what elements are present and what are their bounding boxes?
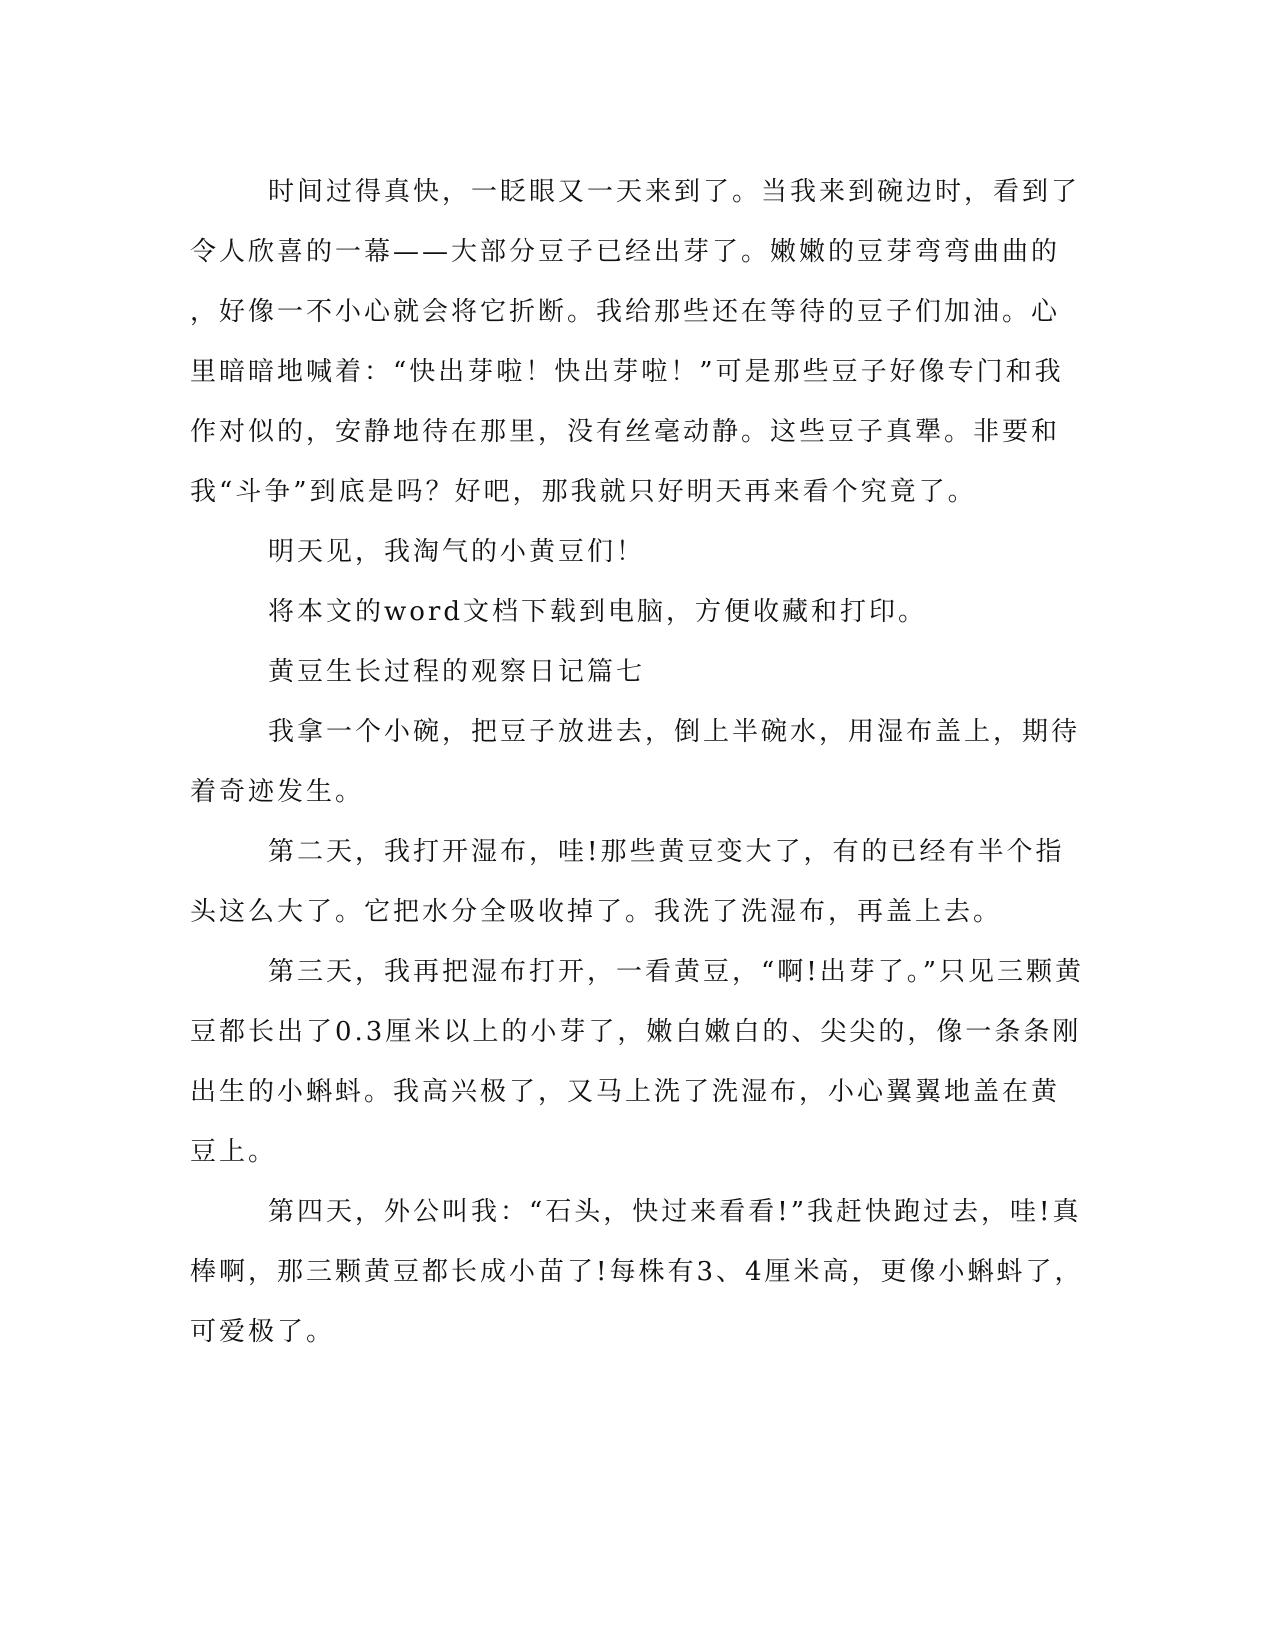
text-line: 头这么大了。它把水分全吸收掉了。我洗了洗湿布，再盖上去。 <box>190 897 1003 927</box>
text-line: 豆上。 <box>190 1137 278 1167</box>
paragraph-day-four <box>190 1182 1090 1362</box>
paragraph-sprouting-day <box>190 162 1090 522</box>
text-line: 第四天，外公叫我：“石头，快过来看看!”我赶快跑过去，哇!真 <box>268 1197 1082 1227</box>
text-line: 明天见，我淘气的小黄豆们！ <box>268 537 646 567</box>
paragraph-setup <box>190 702 1090 822</box>
text-line: 里暗暗地喊着：“快出芽啦！快出芽啦！”可是那些豆子好像专门和我 <box>190 357 1064 387</box>
text-line: 黄豆生长过程的观察日记篇七 <box>268 657 646 687</box>
section-heading <box>190 642 1090 702</box>
text-line: 棒啊，那三颗黄豆都长成小苗了!每株有3、4厘米高，更像小蝌蚪了， <box>190 1257 1084 1287</box>
text-line: 第二天，我打开湿布，哇!那些黄豆变大了，有的已经有半个指 <box>268 837 1065 867</box>
paragraph-day-three <box>190 942 1090 1182</box>
text-line: 豆都长出了0.3厘米以上的小芽了，嫩白嫩白的、尖尖的，像一条条刚 <box>190 1017 1082 1047</box>
text-line: 将本文的word文档下载到电脑，方便收藏和打印。 <box>268 597 927 627</box>
text-line: 作对似的，安静地待在那里，没有丝毫动静。这些豆子真犟。非要和 <box>190 417 1061 447</box>
paragraph-see-you-tomorrow <box>190 522 1090 582</box>
text-line: ，好像一不小心就会将它折断。我给那些还在等待的豆子们加油。心 <box>190 297 1061 327</box>
text-line: 可爱极了。 <box>190 1317 336 1347</box>
text-line: 着奇迹发生。 <box>190 777 365 807</box>
paragraph-download-note <box>190 582 1090 642</box>
text-line: 令人欣喜的一幕——大部分豆子已经出芽了。嫩嫩的豆芽弯弯曲曲的 <box>190 237 1061 267</box>
text-line: 出生的小蝌蚪。我高兴极了，又马上洗了洗湿布，小心翼翼地盖在黄 <box>190 1077 1061 1107</box>
text-line: 第三天，我再把湿布打开，一看黄豆，“啊!出芽了。”只见三颗黄 <box>268 957 1085 987</box>
text-line: 时间过得真快，一眨眼又一天来到了。当我来到碗边时，看到了 <box>268 177 1081 207</box>
paragraph-day-two <box>190 822 1090 942</box>
document-body <box>190 162 1090 1362</box>
text-line: 我“斗争”到底是吗？好吧，那我就只好明天再来看个究竟了。 <box>190 477 977 507</box>
text-line: 我拿一个小碗，把豆子放进去，倒上半碗水，用湿布盖上，期待 <box>268 717 1081 747</box>
